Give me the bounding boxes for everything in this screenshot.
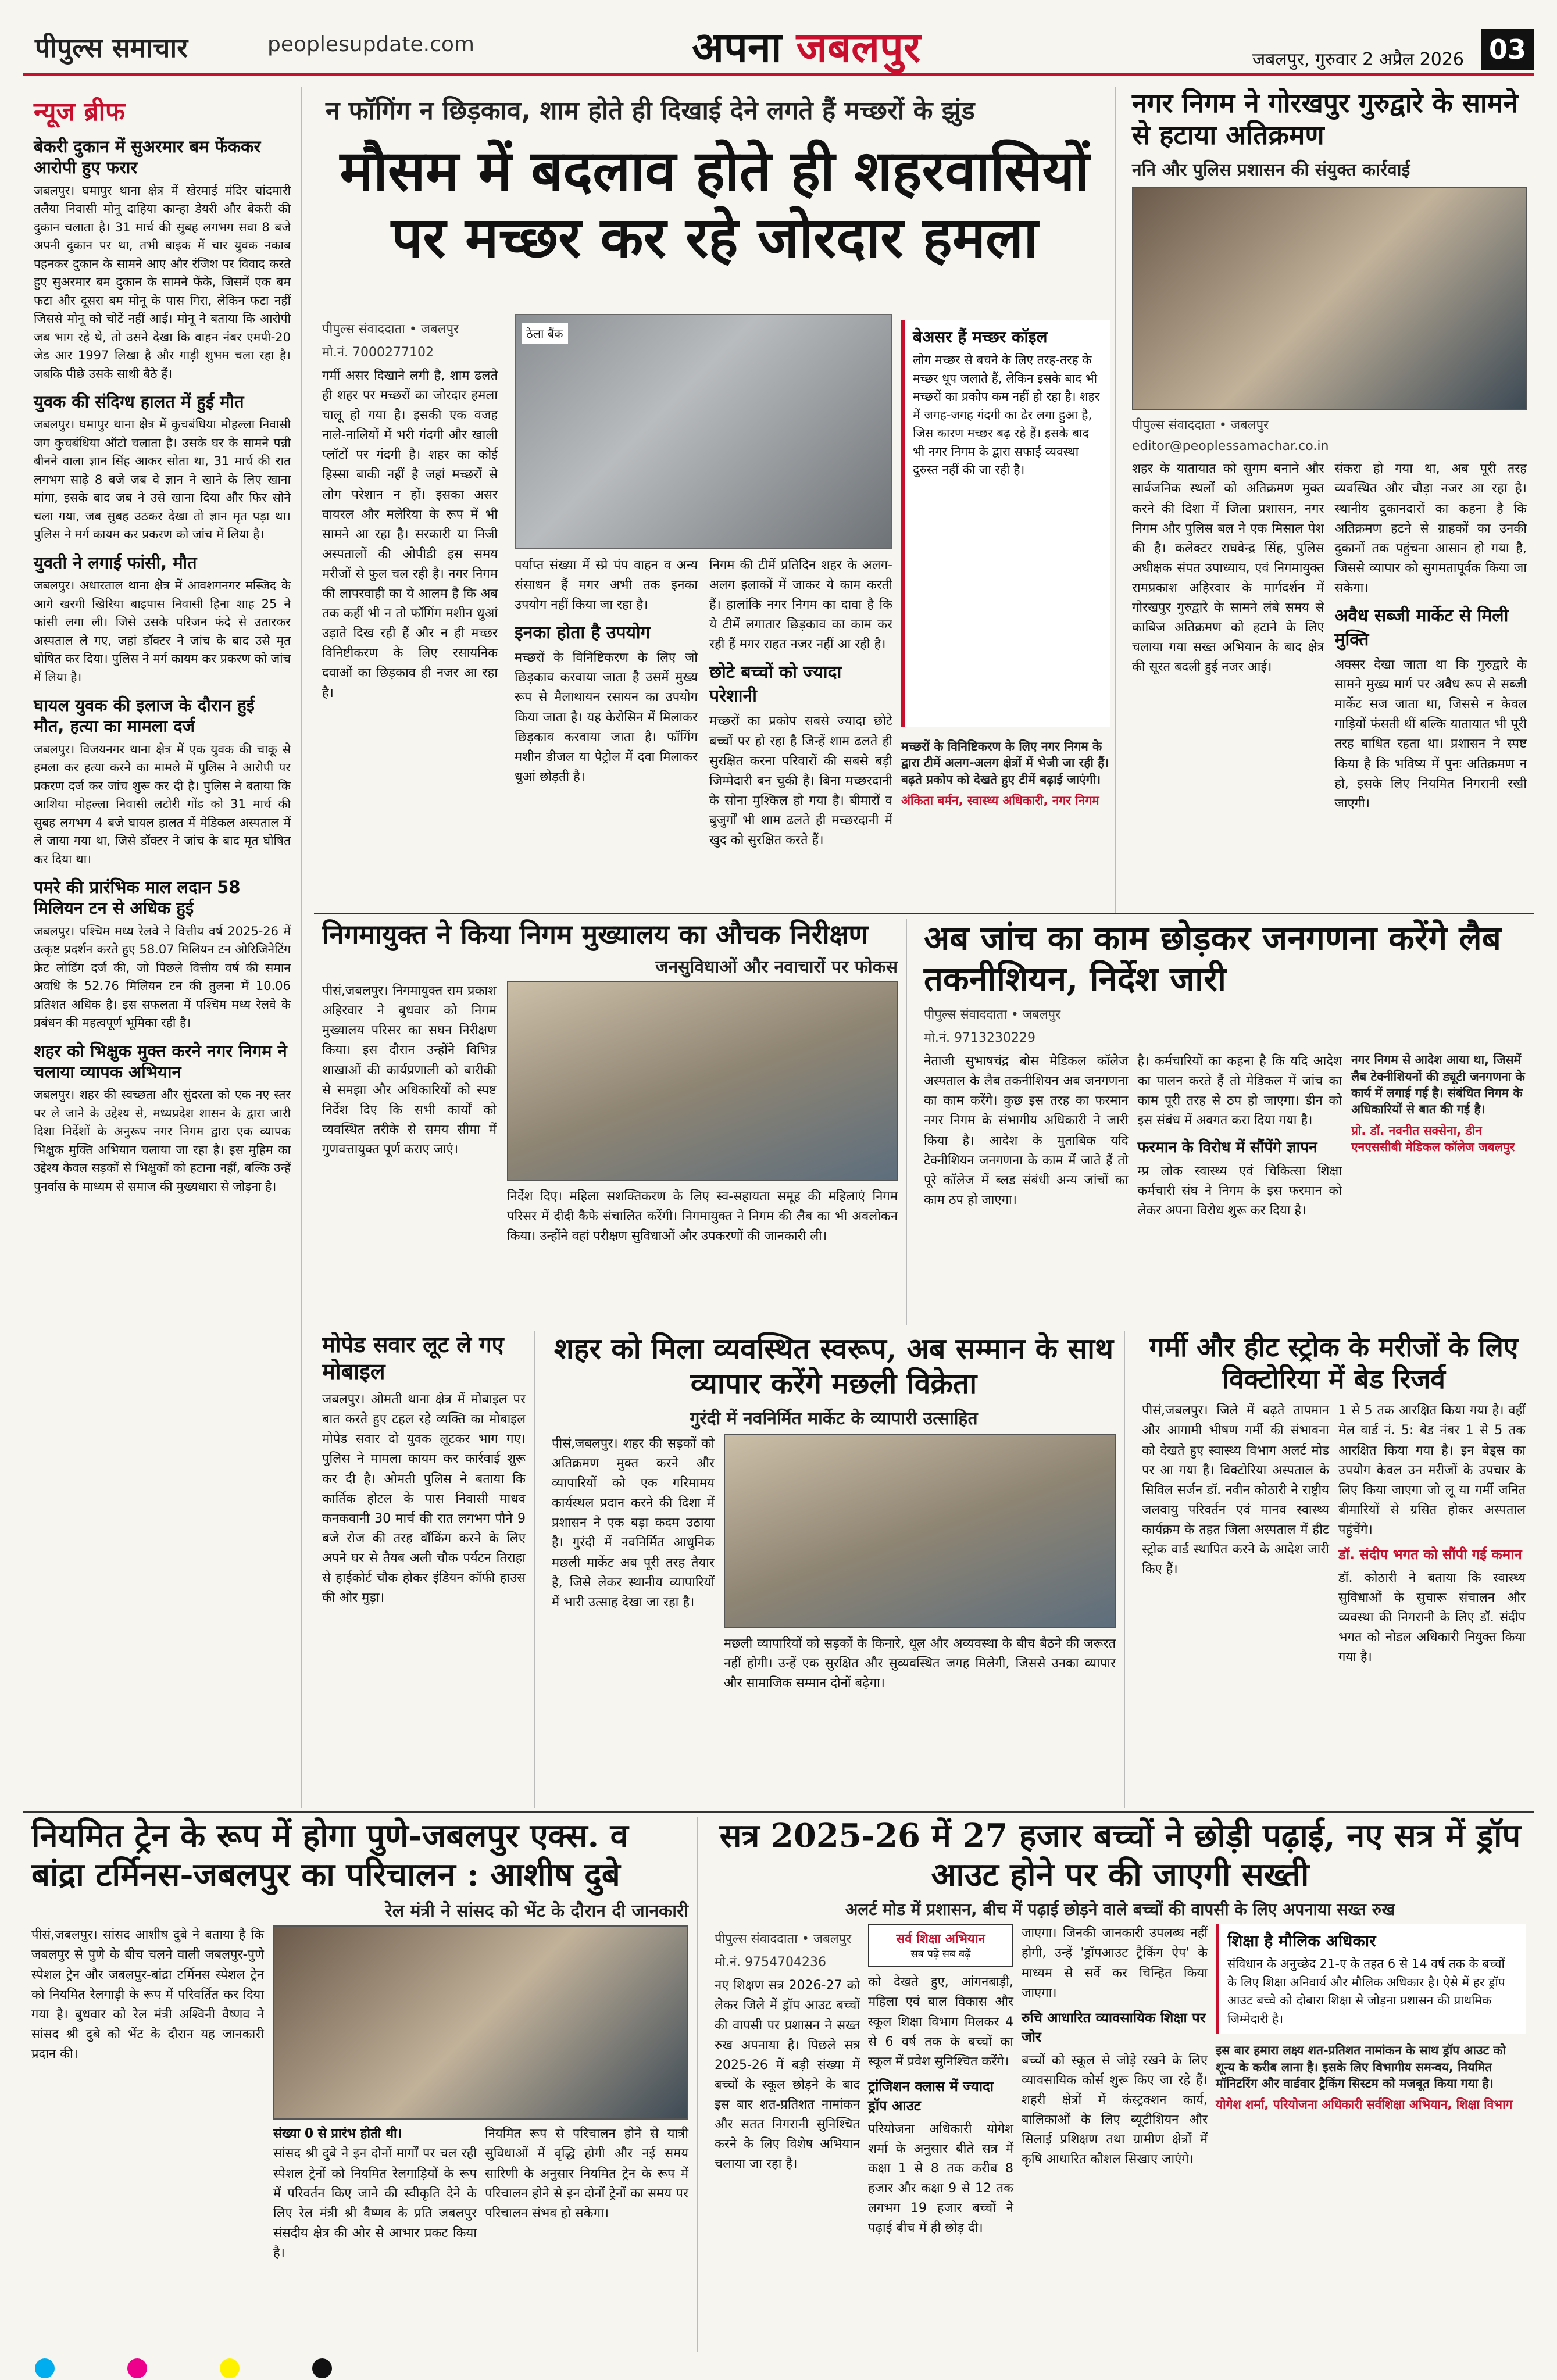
brief-body: जबलपुर। घमापुर थाना क्षेत्र में कुचबंधिया मोहल्ला निवासी जग कुचबंधिया ऑटो चलाता है। उसके घर के सामने पन्नी बीनने वाला ज्ञान सिंह आकर सोता था, 31 मार्च की रात लगभग साढ़े 8 बजे जब वे ज्ञान ने खाने के लिए खाना मांगा, इसके बाद जब ने उसे खाना दिया और फिर सोने चला गया, जब सुबह उठकर देखा तो ज्ञान मृत पड़ा था। पुलिस ने मर्ग कायम कर प्रकरण को जांच में लिया है।: [34, 417, 291, 542]
inspection-cols: [322, 981, 898, 1246]
website-url[interactable]: peoplesupdate.com: [267, 33, 474, 56]
fish-headline: शहर को मिला व्यवस्थित स्वरूप, अब सम्मान के साथ व्यापार करेंगे मछली विक्रेता: [553, 1331, 1114, 1400]
dropout-body-4: जाएगा। जिनकी जानकारी उपलब्ध नहीं होगी, उन्हें 'ड्रॉपआउट ट्रैकिंग ऐप' के माध्यम से सर्वे कर चिन्हित किया जाएगा।: [1022, 1926, 1208, 2000]
black-registration-icon: [312, 2358, 332, 2378]
lead-subhead-1: इनका होता है उपयोग: [515, 623, 651, 644]
gurudwara-body-2: संकरा हो गया था, अब पूरी तरह व्यवस्थित और चौड़ा नजर आ रहा है। स्थानीय दुकानदारों का कहना है कि अतिक्रमण हटने से ग्राहकों का उनकी दुकानों तक पहुंचना आसान हो गया है, जिससे व्यापार को सुगमतापूर्वक किया जा सकेगा।: [1334, 462, 1527, 595]
inspection-headline: निगमायुक्त ने किया निगम मुख्यालय का औचक निरीक्षण: [322, 919, 868, 950]
train-cols: [31, 1925, 688, 2263]
heat-body-2: 1 से 5 तक आरक्षित किया गया है। वहीं मेल वार्ड नं. 5: बेड नंबर 1 से 5 तक आरक्षित किया गया है। इन बेड्स का उपयोग केवल उन मरीजों के उपचार के लिए किया जाएगा जो लू या गर्मी जनित बीमारियों से ग्रसित होकर अस्पताल पहुंचेंगे।: [1338, 1403, 1526, 1537]
lead-story: [314, 87, 1116, 913]
lab-byline: पीपुल्स संवाददाता • जबलपुर: [924, 1007, 1061, 1023]
lead-byline: पीपुल्स संवाददाता • जबलपुर: [322, 322, 459, 337]
dropout-body-2: को देखते हुए, आंगनबाड़ी, महिला एवं बाल विकास और स्कूल शिक्षा विभाग मिलकर 4 से 6 वर्ष तक के बच्चों का स्कूल में प्रवेश सुनिश्चित करेंगे।: [868, 1975, 1013, 2069]
heat-col-2: [1338, 1401, 1526, 1667]
dropout-subhead-1: ट्रांजिशन क्लास में ज्यादा ड्रॉप आउट: [868, 2078, 994, 2114]
lead-body: गर्मी असर दिखाने लगी है, शाम ढलते ही शहर पर मच्छरों का जोरदार हमला चालू हो गया है। इसकी एक वजह नाले-नालियों में भरी गंदगी और खाली प्लॉटों पर गंदगी है। शहर का कोई हिस्सा बाकी नहीं है जहां मच्छरों से लोग परेशान न हों। इसका असर वायरल और मलेरिया के रूप में भी सामने आ रहा है। सरकारी या निजी अस्पतालों की ओपीडी इस समय मरीजों से फुल चल रही है। नगर निगम की लापरवाही का ये आलम है कि अब तक कहीं भी न तो फॉगिंग मशीन धुआं उड़ाते दिख रही हैं और न ही मच्छर विनिष्टीकरण के लिए रसायनिक दवाओं का छिड़काव ही नजर आ रहा है।: [322, 369, 498, 701]
lead-body-2: पर्याप्त संख्या में स्प्रे पंप वाहन व अन्य संसाधन हैं मगर अभी तक इनका उपयोग नहीं किया जा रहा है।: [515, 558, 698, 613]
brief-body: जबलपुर। घमापुर थाना क्षेत्र में खेरमाई मंदिर चांदमारी तलैया निवासी मोनू दाहिया कान्हा डेयरी और बेकरी की दुकान चलाता है। 31 मार्च की सुबह लगभग सवा 8 बजे अपनी दुकान पर था, तभी बाइक में चार युवक नकाब पहनकर दुकान के सामने आए और रंजिश पर विवाद करते हुए सुअरमार बम दुकान के सामने फेंके, जिसमें एक बम फटा और दूसरा बम मोनू के पास गिरा, लेकिन फटा नहीं जिससे मोनू को चोटें नहीं आई। मोनू ने बताया कि आरोपी जब भाग रहे थे, तो उसने देखा कि वाहन नंबर एमपी-20 जेड आर 1997 लिखा है और गाड़ी शुभम चला रहा है। जबकि पीछे उसके साथी बैठे हैं।: [34, 183, 291, 381]
gurudwara-byline: पीपुल्स संवाददाता • जबलपुर: [1132, 418, 1269, 433]
lab-subhead: फरमान के विरोध में सौंपेंगे ज्ञापन: [1137, 1138, 1317, 1156]
lead-sidebox-title: बेअसर हैं मच्छर कॉइल: [913, 327, 1048, 346]
banner-tagline: सब पढ़ें सब बढ़ें: [910, 1948, 971, 1961]
dropout-sidebox: [1216, 1924, 1526, 2034]
gurudwara-email[interactable]: editor@peoplessamachar.co.in: [1132, 439, 1329, 454]
gurudwara-subhead-2: अवैध सब्जी मार्केट से मिली मुक्ति: [1334, 606, 1509, 651]
moped-story: [314, 1331, 535, 1808]
section-title: [692, 17, 920, 74]
masthead: [23, 12, 1534, 76]
dropout-body-5: बच्चों को स्कूल से जोड़े रखने के लिए व्यावसायिक कोर्स शुरू किए जा रहे हैं। शहरी क्षेत्रों में कंस्ट्रक्शन कार्य, बालिकाओं के लिए ब्यूटीशियन और सिलाई प्रशिक्षण तथा ग्रामीण क्षेत्रों में कृषि आधारित कौशल सिखाए जाएंगे।: [1022, 2053, 1208, 2167]
lab-body: नेताजी सुभाषचंद्र बोस मेडिकल कॉलेज अस्पताल के लैब तकनीशियन अब जनगणना का काम करेंगे। कुछ इस तरह का फरमान नगर निगम के संभागीय अधिकारी ने जारी किया है। आदेश के मुताबिक यदि टेक्नीशियन जनगणना के काम में जाते हैं तो पूरे कॉलेज में ब्लड संबंधी अन्य जांचों का काम ठप हो जाएगा।: [924, 1054, 1129, 1207]
dropout-byline: पीपुल्स संवाददाता • जबलपुर: [715, 1932, 852, 1947]
lab-quote-text: नगर निगम से आदेश आया था, जिसमें लैब टेक्नीशियनों की ड्यूटी जनगणना के कार्य में लगाई गई है। संबंधित निगम के अधिकारियों से बात की गई है।: [1351, 1053, 1525, 1117]
inspection-photo: [507, 981, 898, 1181]
lead-subhead-2: छोटे बच्चों को ज्यादा परेशानी: [709, 662, 842, 707]
moped-headline: मोपेड सवार लूट ले गए मोबाइल: [322, 1331, 504, 1384]
inspection-story: [314, 919, 907, 1325]
fish-body-2: मछली व्यापारियों को सड़कों के किनारे, धूल और अव्यवस्था के बीच बैठने की जरूरत नहीं होगी। उन्हें एक सुरक्षित और सुव्यवस्थित जगह मिलेगी, जिससे उनका व्यापार और सामाजिक सम्मान दोनों बढ़ेगा।: [724, 1636, 1116, 1691]
train-body-2: सांसद श्री दुबे ने इन दोनों मार्गों पर चल रही स्पेशल ट्रेनों को नियमित रेलगाड़ियों के रूप में परिवर्तन किए जाने की स्वीकृति देने के लिए रेल मंत्री श्री वैष्णव के प्रति जबलपुर संसदीय क्षेत्र की ओर से आभार प्रकट किया है।: [273, 2146, 477, 2260]
lead-photo: [515, 314, 892, 549]
dropout-headline: सत्र 2025-26 में 27 हजार बच्चों ने छोड़ी पढ़ाई, नए सत्र में ड्रॉप आउट होने पर की जाएगी सख्ती: [719, 1817, 1521, 1895]
dropout-cols: [715, 1924, 1526, 2238]
fish-col-2: [724, 1434, 1116, 1693]
lab-cols: [924, 1052, 1526, 1221]
news-brief-column: [23, 87, 302, 1808]
train-col-2a: [273, 2124, 477, 2263]
lead-quote: [901, 738, 1110, 901]
lab-quote-by: प्रो. डॉ. नवनीत सक्सेना, डीन एनएससीबी मेडिकल कॉलेज जबलपुर: [1351, 1123, 1515, 1154]
brief-headline: पमरे की प्रारंभिक माल लदान 58 मिलियन टन से अधिक हुई: [34, 877, 241, 919]
lab-quote: [1351, 1052, 1526, 1221]
dropout-subhead-2: रुचि आधारित व्यावसायिक शिक्षा पर जोर: [1022, 2009, 1206, 2045]
yellow-registration-icon: [220, 2358, 240, 2378]
inspection-body: पीसं,जबलपुर। निगमायुक्त राम प्रकाश अहिरवार ने बुधवार को निगम मुख्यालय परिसर का सघन निरीक्षण किया। इस दौरान उन्होंने विभिन्न शाखाओं की कार्यप्रणाली को बारीकी से समझा और अधिकारियों को स्पष्ट निर्देश दिए कि सभी कार्यों को व्यवस्थित तरीके से समय सीमा में गुणवत्तायुक्त पूर्ण कराए जाएं।: [322, 984, 497, 1157]
inspection-subhead: जनसुविधाओं और नवाचारों पर फोकस: [655, 957, 898, 978]
magenta-registration-icon: [127, 2358, 147, 2378]
lead-body-4: निगम की टीमें प्रतिदिन शहर के अलग-अलग इलाकों में जाकर ये काम करती हैं। हालांकि नगर निगम का दावा है कि ये टीमें लगातार छिड़काव का काम कर रही हैं मगर राहत नजर नहीं आ रही है।: [709, 558, 892, 652]
gurudwara-story: [1125, 87, 1534, 913]
train-col-2: [273, 1925, 688, 2263]
section-title-b: जबलपुर: [796, 23, 921, 72]
dropout-quote-text: इस बार हमारा लक्ष्य शत-प्रतिशत नामांकन के साथ ड्रॉप आउट को शून्य के करीब लाना है। इसके लिए विभागीय समन्वय, नियमित मॉनिटरिंग और वार्डवार ट्रैकिंग सिस्टम को मजबूत किया गया है।: [1216, 2043, 1506, 2091]
dropout-col-4: [1216, 1924, 1526, 2238]
heat-headline: गर्मी और हीट स्ट्रोक के मरीजों के लिए विक्टोरिया में बेड रिजर्व: [1149, 1331, 1519, 1395]
heat-cols: [1142, 1401, 1526, 1667]
section-divider: [23, 1811, 1534, 1813]
lead-headline: मौसम में बदलाव होते ही शहरवासियों पर मच्छर कर रहे जोरदार हमला: [340, 138, 1090, 271]
train-story: [23, 1817, 698, 2352]
lab-phone: मो.नं. 9713230229: [924, 1031, 1036, 1046]
lab-body-2: है। कर्मचारियों का कहना है कि यदि आदेश का पालन करते हैं तो मेडिकल में जांच का काम पूरी तरह से ठप हो जाएगा। डीन को इस संबंध में अवगत करा दिया गया है।: [1137, 1054, 1342, 1128]
gurudwara-photo: [1132, 187, 1527, 410]
lead-kicker: न फॉगिंग न छिड़काव, शाम होते ही दिखाई देने लगते हैं मच्छरों के झुंड: [326, 96, 975, 126]
lead-col-2b: [709, 556, 892, 850]
fish-body: पीसं,जबलपुर। शहर की सड़कों को अतिक्रमण मुक्त करने और व्यापारियों को एक गरिमामय कार्यस्थल प्रदान करने की दिशा में प्रशासन ने एक बड़ा कदम उठाया है। गुरंदी में नवनिर्मित आधुनिक मछली मार्केट अब पूरी तरह तैयार है, जिसे लेकर स्थानीय व्यापारियों में भारी उत्साह देखा जा रहा है।: [552, 1436, 715, 1610]
train-headline: नियमित ट्रेन के रूप में होगा पुणे-जबलपुर एक्स. व बांद्रा टर्मिनस-जबलपुर का परिचालन : आशीष दुबे: [31, 1817, 628, 1895]
fish-cols: [552, 1434, 1116, 1693]
lead-photo-caption: ठेला बैंक: [522, 323, 568, 344]
train-body: पीसं,जबलपुर। सांसद आशीष दुबे ने बताया है कि जबलपुर से पुणे के बीच चलने वाली जबलपुर-पुणे स्पेशल ट्रेन और जबलपुर-बांद्रा टर्मिनस स्पेशल ट्रेन को नियमित रेलगाड़ी के रूप में परिवर्तित कर दिया गया है। बुधवार को रेल मंत्री अश्विनी वैष्णव ने सांसद श्री दुबे को भेंट के दौरान यह जानकारी प्रदान की।: [31, 1928, 264, 2061]
dropout-col-1: [715, 1924, 860, 2238]
brief-headline: घायल युवक की इलाज के दौरान हुई मौत, हत्या का मामला दर्ज: [34, 695, 255, 737]
heat-body-3: डॉ. कोठारी ने बताया कि स्वास्थ्य सुविधाओं के सुचारू संचालन और व्यवस्था की निगरानी के लिए डॉ. संदीप भगत को नोडल अधिकारी नियुक्त किया गया है।: [1338, 1571, 1526, 1665]
dropout-subhead: अलर्ट मोड में प्रशासन, बीच में पढ़ाई छोड़ने वाले बच्चों की वापसी के लिए अपनाया सख्त रुख: [845, 1900, 1395, 1920]
train-lower-cols: [273, 2124, 688, 2263]
lead-body-3: मच्छरों के विनिष्टिकरण के लिए जो छिड़काव करवाया जाता है उसमें मुख्य रूप से मैलाथायन रसायन का उपयोग किया जाता है। यह केरोसिन में मिलाकर छिड़काव करवाया जाता है। फॉगिंग मशीन डीजल या पेट्रोल में दवा मिलाकर धुआं छोड़ती है।: [515, 651, 698, 784]
section-title-a: अपना: [692, 23, 782, 72]
lab-body-3: म्प्र लोक स्वास्थ्य एवं चिकित्सा शिक्षा कर्मचारी संघ ने निगम के इस फरमान को लेकर अपना विरोध शुरू कर दिया है।: [1137, 1163, 1342, 1218]
brief-body: जबलपुर। पश्चिम मध्य रेलवे ने वित्तीय वर्ष 2025-26 में उत्कृष्ट प्रदर्शन करते हुए 58.07 मिलियन टन ओरिजिनेटिंग फ्रेट लोडिंग दर्ज की, जो पिछले वित्तीय वर्ष की समान अवधि के 52.76 मिलियन टन की तुलना में 10.06 प्रतिशत अधिक है। इस सफलता में पश्चिम मध्य रेलवे के प्रबंधन की महत्वपूर्ण भूमिका रही है।: [34, 924, 291, 1030]
lead-quote-by: अंकिता बर्मन, स्वास्थ्य अधिकारी, नगर निगम: [901, 794, 1099, 808]
dropout-quote-by: योगेश शर्मा, परियोजना अधिकारी सर्वशिक्षा अभियान, शिक्षा विभाग: [1216, 2097, 1513, 2112]
brief-body: जबलपुर। शहर की स्वच्छता और सुंदरता को एक नए स्तर पर ले जाने के उद्देश्य से, मध्यप्रदेश शासन के द्वारा जारी दिशा निर्देशों के अनुरूप नगर निगम द्वारा एक व्यापक भिक्षुक मुक्ति अभियान चलाया जा रहा है। इस मुहिम का उद्देश्य केवल सड़कों से भिक्षुकों को हटाना नहीं, बल्कि उन्हें पुनर्वास के माध्यम से समाज की मुख्यधारा से जोड़ना है।: [34, 1088, 291, 1193]
gurudwara-subhead: ननि और पुलिस प्रशासन की संयुक्त कार्रवाई: [1132, 160, 1410, 181]
brief-headline: युवक की संदिग्ध हालत में हुई मौत: [34, 392, 244, 412]
lead-col-1: [314, 314, 506, 907]
gurudwara-body: शहर के यातायात को सुगम बनाने और सार्वजनिक स्थलों को अतिक्रमण मुक्त करने की दिशा में जिला प्रशासन, नगर निगम और पुलिस बल ने एक मिसाल पेश की है। कलेक्टर राघवेन्द्र सिंह, पुलिस अधीक्षक संपत उपाध्याय, एवं निगमायुक्त रामप्रकाश अहिरवार के मार्गदर्शन में गोरखपुर गुरुद्वारे के सामने लंबे समय से काबिज अतिक्रमण को हटाने के लिए चलाया गया सख्त अभियान के बाद क्षेत्र की सूरत बदली हुई नजर आई।: [1132, 462, 1324, 675]
dropout-sidebox-body: संविधान के अनुच्छेद 21-ए के तहत 6 से 14 वर्ष तक के बच्चों के लिए शिक्षा अनिवार्य और मौलिक अधिकार है। ऐसे में हर ड्रॉप आउट बच्चे को दोबारा शिक्षा से जोड़ना प्रशासन की प्राथमिक जिम्मेदारी है।: [1227, 1957, 1505, 2026]
fish-subhead: गुरंदी में नवनिर्मित मार्केट के व्यापारी उत्साहित: [690, 1409, 978, 1429]
dropout-phone: मो.नं. 9754704236: [715, 1955, 827, 1970]
lead-col-2a: [515, 556, 698, 850]
lead-lower-cols: [515, 556, 892, 850]
train-body-3: नियमित रूप से परिचालन होने से यात्री सुविधाओं में वृद्धि होगी और नई समय सारिणी के अनुसार नियमित ट्रेन के रूप में परिचालन होने से इन दोनों ट्रेनों का समय पर परिचालन संभव हो सकेगा।: [485, 2127, 688, 2221]
inspection-body-2: निर्देश दिए। महिला सशक्तिकरण के लिए स्व-सहायता समूह की महिलाएं निगम परिसर में दीदी कैफे संचालित करेंगी। निगमायुक्त ने निगम की लैब का भी अवलोकन किया। उन्होंने वहां परीक्षण सुविधाओं और उपकरणों की जानकारी ली।: [507, 1189, 898, 1244]
lead-sidebox-body: लोग मच्छर से बचने के लिए तरह-तरह के मच्छर धूप जलाते हैं, लेकिन इसके बाद भी मच्छरों का प्रकोप कम नहीं हो रहा है। शहर में जगह-जगह गंदगी का ढेर लगा हुआ है, जिस कारण मच्छर बढ़ रहे हैं। इसके बाद भी नगर निगम के द्वारा सफाई व्यवस्था दुरुस्त नहीं की जा रही है।: [913, 353, 1100, 477]
gurudwara-body-3: अक्सर देखा जाता था कि गुरुद्वारे के सामने मुख्य मार्ग पर अवैध रूप से सब्जी मार्केट सज जाता था, जिससे न केवल गाड़ियों फंसती थीं बल्कि यातायात भी पूरी तरह बाधित रहता था। प्रशासन ने स्पष्ट किया है कि भविष्य में पुनः अतिक्रमण न हो, इसके लिए नियमित निगरानी रखी जाएगी।: [1334, 657, 1527, 811]
dropout-body: नए शिक्षण सत्र 2026-27 को लेकर जिले में ड्रॉप आउट बच्चों की वापसी पर प्रशासन ने सख्त रुख अपनाया है। पिछले सत्र 2025-26 में बड़ी संख्या में बच्चों के स्कूल छोड़ने के बाद इस बार शत-प्रतिशत नामांकन और सतत निगरानी सुनिश्चित करने के लिए विशेष अभियान चलाया जा रहा है।: [715, 1978, 860, 2172]
gurudwara-headline: नगर निगम ने गोरखपुर गुरुद्वारे के सामने से हटाया अतिक्रमण: [1132, 87, 1518, 151]
gurudwara-cols: [1132, 459, 1527, 813]
lead-phone: मो.नं. 7000277102: [322, 345, 434, 360]
lab-story: [916, 919, 1534, 1325]
cyan-registration-icon: [35, 2358, 55, 2378]
lead-sidebox: [901, 320, 1110, 727]
brief-headline: बेकरी दुकान में सुअरमार बम फेंककर आरोपी हुए फरार: [34, 137, 261, 178]
sarva-shiksha-banner: [868, 1924, 1013, 1967]
news-brief-title: न्यूज ब्रीफ: [34, 97, 125, 127]
lead-body-5: मच्छरों का प्रकोप सबसे ज्यादा छोटे बच्चों पर हो रहा है जिन्हें शाम ढलते ही सुरक्षित करना परिवारों की सबसे बड़ी जिम्मेदारी बन चुकी है। बिना मच्छरदानी के सोना मुश्किल हो गया है। बीमारों व बुजुर्गों भी शाम ढलते ही मच्छरदानी में खुद को सुरक्षित करते हैं।: [709, 714, 892, 848]
brief-body: जबलपुर। विजयनगर थाना क्षेत्र में एक युवक की चाकू से हमला कर हत्या करने का मामले में पुलिस ने आरोपी पर प्रकरण दर्ज कर जांच शुरू कर दी है। पुलिस ने बताया कि आशिया मोहल्ला निवासी लटोरी गोंड को 31 मार्च की सुबह लगभग 4 बजे घायल हालत में मेडिकल अस्पताल में ले जाया गया था, जिसे डॉक्टर ने जांच के बाद मृत घोषित कर दिया था।: [34, 742, 291, 866]
train-photo: [273, 1925, 688, 2120]
inspection-col-2: [507, 981, 898, 1246]
edition-date: जबलपुर, गुरुवार 2 अप्रैल 2026: [1252, 49, 1464, 70]
page-number: 03: [1481, 29, 1534, 70]
fish-photo: [724, 1434, 1116, 1628]
print-registration-bar: [0, 2357, 1557, 2380]
newspaper-logo: पीपुल्स समाचार: [35, 32, 188, 63]
lab-headline: अब जांच का काम छोड़कर जनगणना करेंगे लैब तकनीशियन, निर्देश जारी: [924, 919, 1501, 999]
train-subhead: रेल मंत्री ने सांसद को भेंट के दौरान दी जानकारी: [385, 1901, 688, 1922]
brief-headline: शहर को भिक्षुक मुक्त करने नगर निगम ने चलाया व्यापक अभियान: [34, 1041, 287, 1082]
moped-body: जबलपुर। ओमती थाना क्षेत्र में मोबाइल पर बात करते हुए टहल रहे व्यक्ति का मोबाइल मोपेड सवार दो युवक लूटकर भाग गए। पुलिस ने मामला कायम कर कार्रवाई शुरू कर दी है। ओमती पुलिस ने बताया कि कार्तिक होटल के पास निवासी माधव कनकवानी 30 मार्च की रात लगभग पौने 9 बजे रोज की तरह वॉकिंग करने के लिए अपने घर से तैयब अली चौक पर्यटन तिराहा से हाईकोर्ट चौक होकर इंडियन कॉफी हाउस की ओर मुड़ा।: [322, 1392, 526, 1606]
dropout-col-3: [1022, 1924, 1208, 2238]
heat-story: [1134, 1331, 1534, 1808]
heat-body: पीसं,जबलपुर। जिले में बढ़ते तापमान और आगामी भीषण गर्मी की संभावना को देखते हुए स्वास्थ्य विभाग अलर्ट मोड पर आ गया है। विक्टोरिया अस्पताल के सिविल सर्जन डॉ. नवीन कोठारी ने राष्ट्रीय जलवायु परिवर्तन एवं मानव स्वास्थ्य कार्यक्रम के तहत जिला अस्पताल में हीट स्ट्रोक वार्ड स्थापित करने के आदेश जारी किए हैं।: [1142, 1403, 1329, 1577]
dropout-sidebox-title: शिक्षा है मौलिक अधिकार: [1227, 1931, 1376, 1951]
brief-body: जबलपुर। अधारताल थाना क्षेत्र में आवशगनगर मस्जिद के आगे खरगी खिरिया बाइपास निवासी हिना शाह 25 ने फांसी लगा ली। जिसे उसके परिजन फंदे से उतारकर अस्पताल ले गए, जहां डॉक्टर ने जांच के बाद उसे मृत घोषित कर दिया। पुलिस ने मर्ग कायम कर प्रकरण को जांच में लिया है।: [34, 578, 291, 684]
lab-col-2: [1138, 1052, 1342, 1221]
fish-market-story: [544, 1331, 1125, 1808]
banner-title: सर्व शिक्षा अभियान: [896, 1932, 985, 1947]
heat-subhead: डॉ. संदीप भगत को सौंपी गई कमान: [1338, 1546, 1522, 1563]
gurudwara-col-2: [1335, 459, 1527, 813]
dropout-col-2: [868, 1924, 1013, 2238]
dropout-story: [706, 1817, 1534, 2352]
lead-col-2: [515, 314, 892, 907]
section-divider: [314, 913, 1534, 914]
dropout-body-3: परियोजना अधिकारी योगेश शर्मा के अनुसार बीते सत्र में कक्षा 1 से 8 तक करीब 8 हजार और कक्षा 9 से 12 तक लगभग 19 हजार बच्चों ने पढ़ाई बीच में ही छोड़ दी।: [868, 2121, 1013, 2236]
train-caption: संख्या 0 से प्रारंभ होती थी।: [273, 2127, 402, 2142]
brief-headline: युवती ने लगाई फांसी, मौत: [34, 552, 197, 573]
lead-quote-text: मच्छरों के विनिष्टिकरण के लिए नगर निगम के द्वारा टीमें अलग-अलग क्षेत्रों में भेजी जा रही हैं। बढ़ते प्रकोप को देखते हुए टीमें बढ़ाई जाएंगी।: [901, 739, 1109, 787]
